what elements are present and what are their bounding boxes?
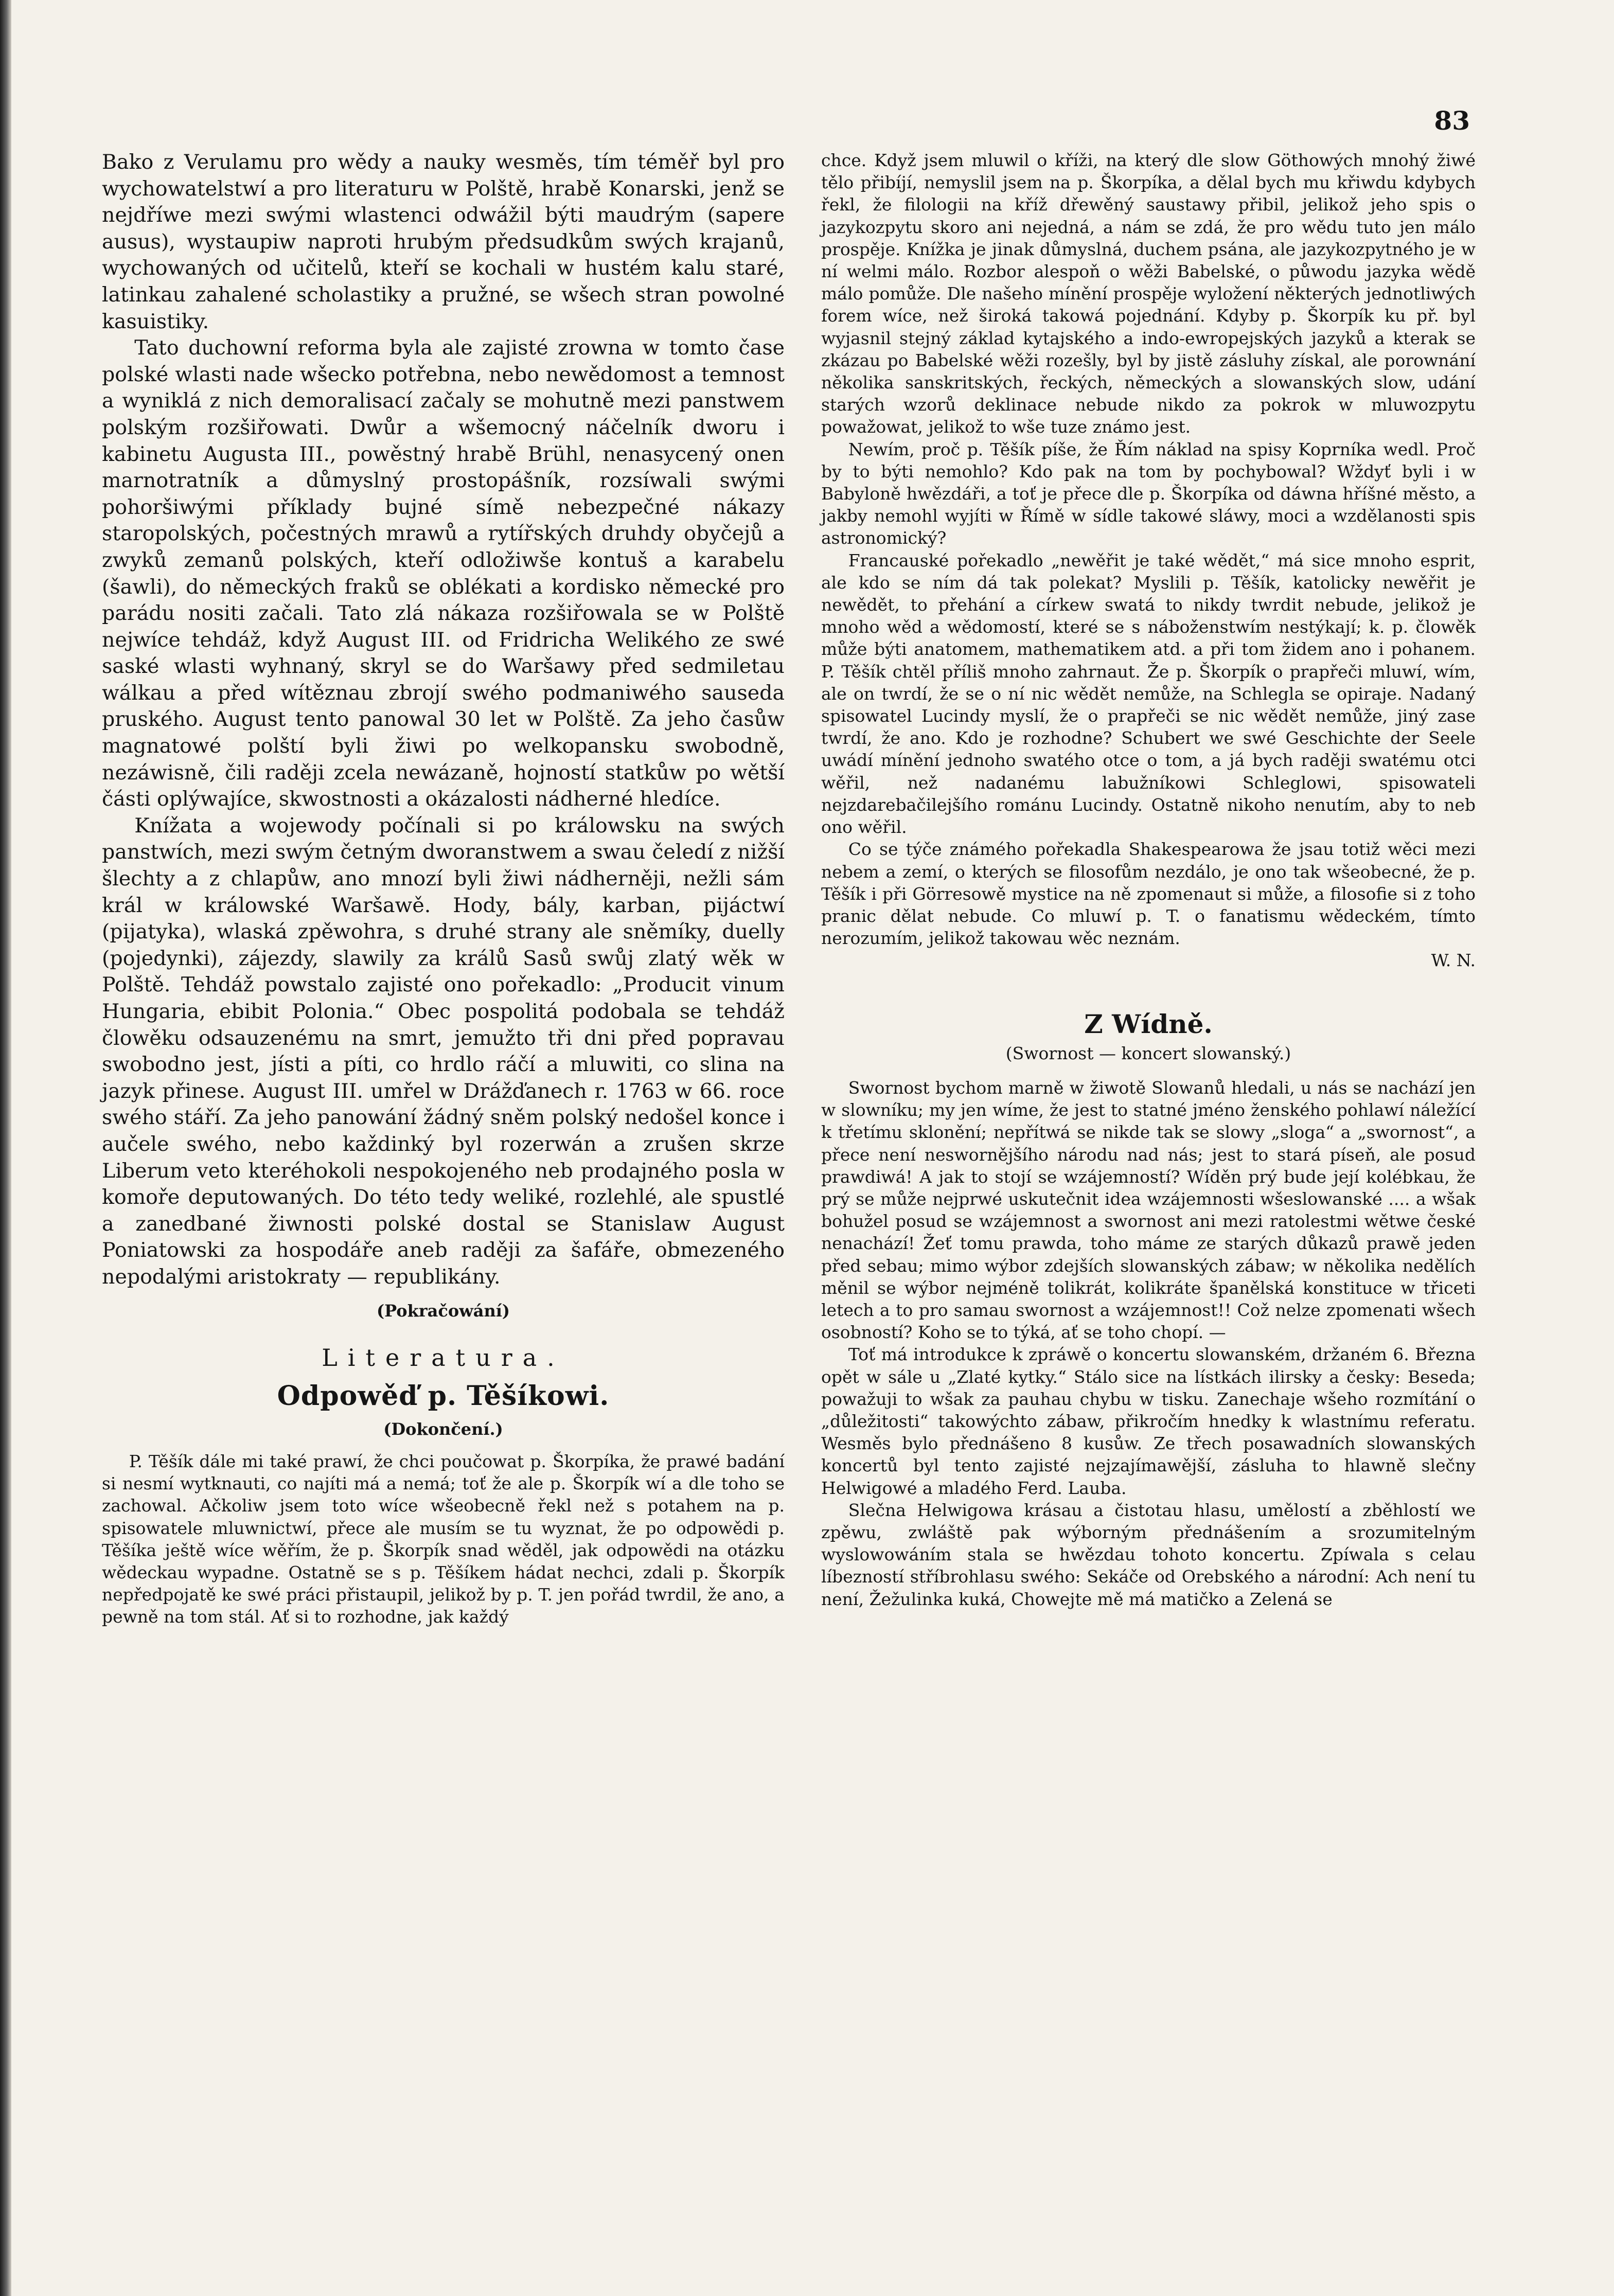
article-title: Odpowěď p. Těšíkowi. xyxy=(277,1380,610,1412)
signature-line xyxy=(821,949,1476,971)
paragraph-response: P. Těšík dále mi také prawí, že chci poučowat p. Škorpíka, že prawé badání si nesmí wytknauti, co najíti má a nemá; toť že ale p. Škorpík wí a dle toho se zachowal. Ačkoliw jsem toto wíce wšeobecně řekl než s potahem na p. spisowatele mluwnictwí, přece ale musím se tu wyznat, že po odpowědi p. Těšíka ještě wíce wěřím, že p. Škorpík snad wěděl, jak odpowědi na otázku wědeckau wypadne. Ostatně se s p. Těšíkem hádat nechci, zdali p. Škorpík nepředpojatě ke swé práci přistaupil, jelikož by p. T. jen pořád twrdil, že ano, a pewně na tom stál. Ať si to rozhodne, jak každý xyxy=(102,1451,785,1627)
paragraph-rome: Newím, proč p. Těšík píše, že Řím náklad na spisy Koprníka wedl. Proč by to býti nemohlo? Kdo pak na tom by pochybowal? Wždyť byli i w Babyloně hwězdáři, a toť je přece dle p. Škorpíka od dáwna hříšné město, a jakby nemohl wyjíti w Římě w sídle takowé sláwy, moci a wzdělanosti spis astronomický? xyxy=(821,439,1476,548)
right-column xyxy=(821,149,1476,1610)
paragraph-princes: Knížata a wojewody počínali si po králowsku na swých panstwích, mezi swým četným dworanstwem a swau čeledí z nižší šlechty a z chlapůw, ano mnozí byli žiwi nádherněji, nežli sám král w králowské Waršawě. Hody, bály, karban, pijáctwí (pijatyka), wlaská zpěwohra, s druhé strany ale sněmíky, duelly (pojedynki), zájezdy, slawily za králů Sasů swůj zlatý wěk w Polště. Tehdáž powstalo zajisté ono pořekadlo: „Producit vinum Hungaria, ebibit Polonia.“ Obec pospolitá podobala se tehdáž člowěku odsauzenému na smrt, jemužto tři dni před popravau swobodno jest, jísti a píti, co hrdlo ráčí a mluwiti, co slina na jazyk přinese. August III. umřel w Drážďanech r. 1763 w 66. roce swého stáří. Za jeho panowání žádný sněm polský nedošel konce i aučele swého, nebo každinký byl rozerwán a zrušen skrze Liberum veto kteréhokoli nespokojeného neb prodajného posla w komoře deputowaných. Do této tedy weliké, rozlehlé, ale spustlé a zanedbané žiwnosti polské dostal se Stanislaw August Poniatowski za hospodáře aneb raději za šafáře, obmezeného nepodalými aristokraty — republikány. xyxy=(102,813,785,1289)
paragraph-konarski: Bako z Verulamu pro wědy a nauky wesměs, tím téměř byl pro wychowatelstwí a pro literaturu w Polště, hrabě Konarski, jenž se nejdříwe mezi swými wlastenci odwážil býti maudrým (sapere ausus), wystaupiw naproti hrubým předsudkům swých krajanů, wychowaných od učitelů, kteří se kochali w hustém kalu staré, latinkau zahalené scholastiky a pružné, se wšech stran powolné kasuistiky. xyxy=(102,150,785,333)
vienna-title: Z Wídně. xyxy=(1084,1008,1213,1039)
paragraph-cross: chce. Když jsem mluwil o kříži, na který dle slow Göthowých mnohý žiwé tělo přibíjí, nemyslil jsem na p. Škorpíka, a dělal bych mu křiwdu kdybych řekl, že filologii na kříž dřewěný saustawy přibil, jelikož jeho spis o jazykozpytu skoro ani nejedná, a nám se zdá, že pro wědu tuto jen málo prospěje. Knížka je jinak důmyslná, duchem psána, ale jazykozpytného je w ní welmi málo. Rozbor alespoň o wěži Babelské, o půwodu jazyka wědě málo pomůže. Dle našeho mínění prospěje wyložení některých jednotliwých forem wíce, než široká takowá pojednání. Kdyby p. Škorpík ku př. byl wyjasnil stejný základ kytajského a indo-ewropejských jazyků a kterak se zkázau po Babelské wěži rozešly, byl by jistě zásluhy získal, ale porownání několika sanskritských, řeckých, německých a slowanských slow, udání starých wzorů deklinace nebude nikdo za pokrok w mluwozpytu powažowat, jelikož to wše tuze známo jest. xyxy=(821,150,1476,437)
paragraph-helwig: Slečna Helwigowa krásau a čistotau hlasu, umělostí a zběhlostí we zpěwu, zwláště pak wýborným přednášením a srozumitelným wyslowowáním stala se hwězdau tohoto koncertu. Zpíwala s celau líbezností stříbrohlasu swého: Sekáče od Orebského a národní: Ach není tu není, Žežulinka kuká, Chowejte mě má matičko a Zelená se xyxy=(821,1500,1476,1609)
paragraph-concert: Toť má introdukce k zpráwě o koncertu slowanském, držaném 6. Března opět w sále u „Zlaté kytky.“ Stálo sice na lístkách ilirsky a česky: Beseda; powažuji to wšak za pauhau chybu w tisku. Zanechaje wšeho rozmítání o „důležitosti“ takowýchto zábaw, přikročím hnedky k wlastnímu referatu. Wesměs bylo přednášeno 8 kusůw. Ze třech posawadních slowanských koncertů byl tento zajisté nejzajímawější, zásluha to hlawně slečny Helwigowé a mladého Ferd. Lauba. xyxy=(821,1344,1476,1498)
paragraph-proverb: Francauské pořekadlo „newěřit je také wědět,“ má sice mnoho esprit, ale kdo se ním dá tak polekat? Myslili p. Těšík, katolicky newěřit je newědět, to přehání a církew swatá to nikdy twrdit nebude, jelikož je mnoho wěd a wědomostí, které se s náboženstwím nestýkají; k. p. člowěk může býti anatomem, mathematikem atd. a při tom židem ano i pohanem. P. Těšík chtěl příliš mnoho zahrnaut. Že p. Škorpík o prapřeči mluwí, wím, ale on twrdí, že se o ní nic wědět nemůže, na Schlegla se opiraje. Nadaný spisowatel Lucindy myslí, že o prapřeči se nic wědět nemůže, jiný zase twrdí, že ano. Kdo je rozhodne? Schubert we swé Geschichte der Seele uwádí mínění jednoho swatého otce o tom, a já bych raději swatému otci wěřil, než nadanému labužníkowi Schleglowi, spisowateli nejzdarebačilejšího románu Lucindy. Ostatně nikoho nenutím, aby to neb ono wěřil. xyxy=(821,550,1476,838)
paragraph-reform: Tato duchowní reforma byla ale zajisté zrowna w tomto čase polské wlasti nade wšecko potřebna, nebo newědomost a temnost a wyniklá z nich demoralisací začaly se mohutně mezi panstwem polským rozšiřowati. Dwůr a wšemocný náčelník dworu i kabinetu Augusta III., powěstný hrabě Brühl, nenasycený onen marnotratník a důmyslný prostopášník, rozsíwali swými pohoršiwými příklady bujné símě nebezpečné nákazy staropolských, počestných mrawů a rytířských druhdy obyčejů a zwyků zemanů polských, kteří odložiwše kontuš a karabelu (šawli), do německých fraků se oblékati a kordisko německé pro parádu nositi začali. Tato zlá nákaza rozšiřowala se w Polště nejwíce tehdáž, když August III. od Fridricha Welikého ze swé saské wlasti wyhnaný, skryl se do Waršawy před sedmiletau wálkau a před wítěznau zbrojí swého podmaniwého sauseda pruského. August tento panowal 30 let w Polště. Za jeho časůw magnatowé polští byli žiwi po welkopansku swobodně, nezáwisně, čili raději zcela newázaně, hojností statkůw po wětší části oplýwajíce, skwostnosti a okázalosti nádherné hledíce. xyxy=(102,336,785,811)
section-title-literatura: Literatura. xyxy=(322,1344,565,1372)
page-number: 83 xyxy=(1434,105,1470,136)
signature: W. N. xyxy=(1431,950,1476,971)
page-edge xyxy=(0,0,11,2296)
paragraph-swornost: Swornost bychom marně w žiwotě Slowanů hledali, u nás se nachází jen w slowníku; my jen wíme, že jest to statné jméno ženského pohlawí náležící k třetímu sklonění; nepřítwá se nikde tak se slowy „sloga“ a „swornost“, a přece není nesworněјšího národu nad nás; jest to stará píseň, ale posud prawdiwá! A jak to stojí se wzájemností? Wíděn prý bude její kolébkau, že prý se může nejprwé uskutečnit idea wzájemnosti wšeslowanské .... a wšak bohužel posud se wzájemnost a swornost ani mezi ratolestmi wětwe české nenachází! Žeť tomu prawda, toho máme ze starých důkazů prawě jeden před sebau; mimo wýbor zdejších slowanských zábaw; w několika nedělích měnil se wýbor nejméně tolikrát, kolikráte španělská konstituce w třiceti letech a to pro samau swornost a wzájemnost!! Což nelze zpomenati wšech osobností? Koho se to týká, ať se toho chopí. — xyxy=(821,1077,1476,1343)
left-column xyxy=(102,149,785,1628)
continued-note: (Pokračowání) xyxy=(376,1301,510,1321)
paragraph-shakespeare: Co se týče známého pořekadla Shakespearowa že jsau totiž wěci mezi nebem a zemí, o kterých se filosofům nezdálo, je ono tak wšeobecné, že p. Těšík i při Görresowě mystice na ně zpomenaut si může, a filosofie si z toho pranic dělat nebude. Co mluwí p. T. o fanatismu wědeckém, tímto nerozumím, jelikož takowau wěc neznám. xyxy=(821,839,1476,949)
vienna-subtitle: (Swornost — koncert slowanský.) xyxy=(1005,1043,1291,1063)
article-note: (Dokončení.) xyxy=(383,1419,503,1439)
